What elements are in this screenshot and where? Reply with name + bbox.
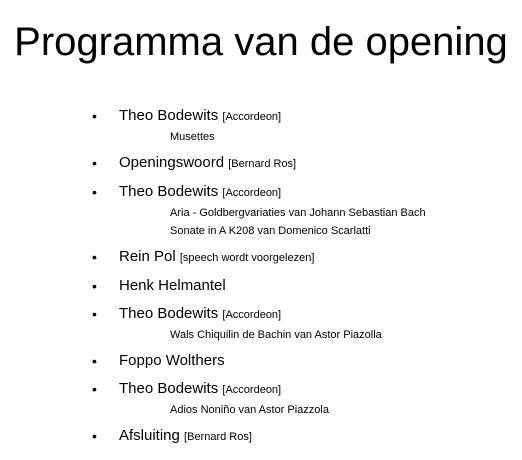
bullet-icon: • [92, 184, 97, 200]
bullet-icon: • [92, 306, 97, 322]
piece-title: Adios Noniño van Astor Piazzola [170, 404, 329, 416]
performer-note: [Accordeon] [222, 384, 282, 396]
piece-title: Musettes [170, 131, 215, 143]
performer-note: [Accordeon] [222, 187, 282, 199]
performer-note: [Bernard Ros] [184, 431, 252, 443]
slide-title: Programma van de opening [14, 20, 508, 64]
program-item [0, 303, 522, 344]
program-list [0, 105, 522, 454]
performer-name: Rein Pol [119, 248, 176, 265]
bullet-icon: • [92, 381, 97, 397]
bullet-icon: • [92, 428, 97, 444]
piece-title: Aria - Goldbergvariaties van Johann Sebastian Bach [170, 207, 426, 219]
performer-name: Henk Helmantel [119, 277, 226, 294]
program-item [0, 105, 522, 146]
performer-name: Openingswoord [119, 154, 225, 171]
performer-name: Theo Bodewits [119, 380, 219, 397]
bullet-icon: • [92, 278, 97, 294]
bullet-icon: • [92, 353, 97, 369]
program-item [0, 378, 522, 419]
bullet-icon: • [92, 249, 97, 265]
performer-note: [Bernard Ros] [228, 158, 297, 170]
performer-note: [Accordeon] [222, 111, 282, 123]
program-item [0, 425, 522, 448]
program-item [0, 181, 522, 240]
performer-name: Theo Bodewits [119, 107, 219, 124]
performer-name: Theo Bodewits [119, 305, 219, 322]
program-item [0, 152, 522, 175]
performer-name: Theo Bodewits [119, 183, 219, 200]
piece-title: Sonate in A K208 van Domenico Scarlatti [170, 225, 371, 237]
performer-name: Afsluiting [119, 427, 180, 444]
performer-note: [Accordeon] [222, 309, 282, 321]
bullet-icon: • [92, 155, 97, 171]
program-item [0, 275, 522, 297]
performer-note: [speech wordt voorgelezen] [179, 252, 315, 264]
bullet-icon: • [92, 108, 97, 124]
performer-name: Foppo Wolthers [119, 352, 225, 369]
program-item [0, 246, 522, 269]
piece-title: Wals Chiquilin de Bachin van Astor Piazolla [170, 329, 382, 341]
program-item [0, 350, 522, 372]
